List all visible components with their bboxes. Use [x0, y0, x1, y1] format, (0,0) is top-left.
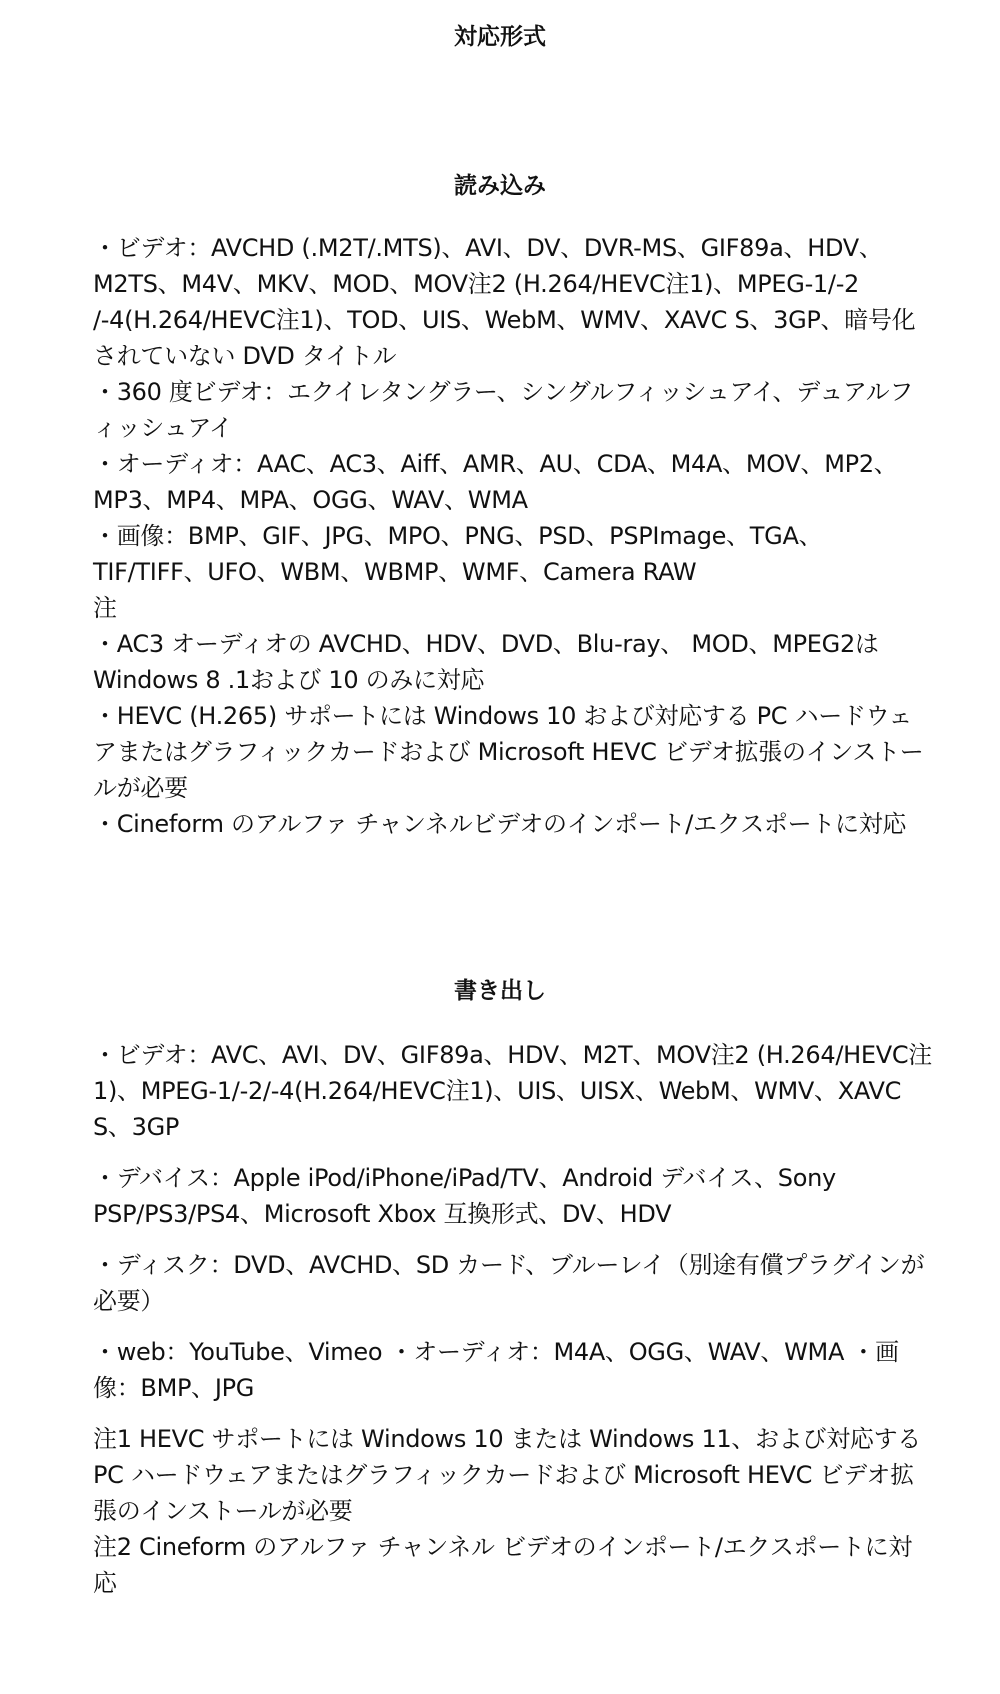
import-notes-label: 注	[93, 594, 117, 622]
import-format-list	[93, 230, 933, 842]
import-note-cineform: ・Cineform のアルファ チャンネルビデオのインポート/エクスポートに対応	[93, 810, 907, 838]
import-note-ac3: ・AC3 オーディオの AVCHD、HDV、DVD、Blu-ray、 MOD、MPEG2は Windows 8 .1および 10 のみに対応	[93, 630, 879, 694]
import-note-hevc: ・HEVC (H.265) サポートには Windows 10 および対応する PC ハードウェアまたはグラフィックカードおよび Microsoft HEVC ビデオ拡張のインストールが必要	[93, 702, 924, 802]
page-title: 対応形式	[454, 24, 546, 50]
export-note-1: 注1 HEVC サポートには Windows 10 または Windows 11、および対応する PC ハードウェアまたはグラフィックカードおよび Microsoft HEVC ビデオ拡張のインストールが必要	[93, 1425, 922, 1525]
export-note-2: 注2 Cineform のアルファ チャンネル ビデオのインポート/エクスポートに対応	[93, 1533, 913, 1597]
import-video-formats: ・ビデオ：AVCHD (.M2T/.MTS)、AVI、DV、DVR-MS、GIF89a、HDV、M2TS、M4V、MKV、MOD、MOV注2 (H.264/HEVC注1)、MPEG-1/-2 /-4(H.264/HEVC注1)、TOD、UIS、WebM、WMV、XAVC S、3GP、暗号化されていない DVD タイトル	[93, 234, 916, 370]
export-web-audio-image-formats: ・web：YouTube、Vimeo ・オーディオ：M4A、OGG、WAV、WMA ・画像：BMP、JPG	[93, 1338, 899, 1402]
import-heading: 読み込み	[454, 173, 546, 199]
export-format-list	[93, 1037, 933, 1601]
export-disc-formats: ・ディスク：DVD、AVCHD、SD カード、ブルーレイ（別途有償プラグインが必要）	[93, 1251, 925, 1315]
export-heading: 書き出し	[454, 978, 546, 1004]
import-360-video-formats: ・360 度ビデオ：エクイレタングラー、シングルフィッシュアイ、デュアルフィッシュアイ	[93, 378, 914, 442]
import-image-formats: ・画像：BMP、GIF、JPG、MPO、PNG、PSD、PSPImage、TGA、TIF/TIFF、UFO、WBM、WBMP、WMF、Camera RAW	[93, 522, 823, 586]
export-device-formats: ・デバイス：Apple iPod/iPhone/iPad/TV、Android デバイス、Sony PSP/PS3/PS4、Microsoft Xbox 互換形式、DV、HDV	[93, 1164, 836, 1228]
import-audio-formats: ・オーディオ：AAC、AC3、Aiff、AMR、AU、CDA、M4A、MOV、MP2、MP3、MP4、MPA、OGG、WAV、WMA	[93, 450, 898, 514]
export-video-formats: ・ビデオ：AVC、AVI、DV、GIF89a、HDV、M2T、MOV注2 (H.264/HEVC注1)、MPEG-1/-2/-4(H.264/HEVC注1)、UIS、UISX、WebM、WMV、XAVC S、3GP	[93, 1041, 933, 1141]
